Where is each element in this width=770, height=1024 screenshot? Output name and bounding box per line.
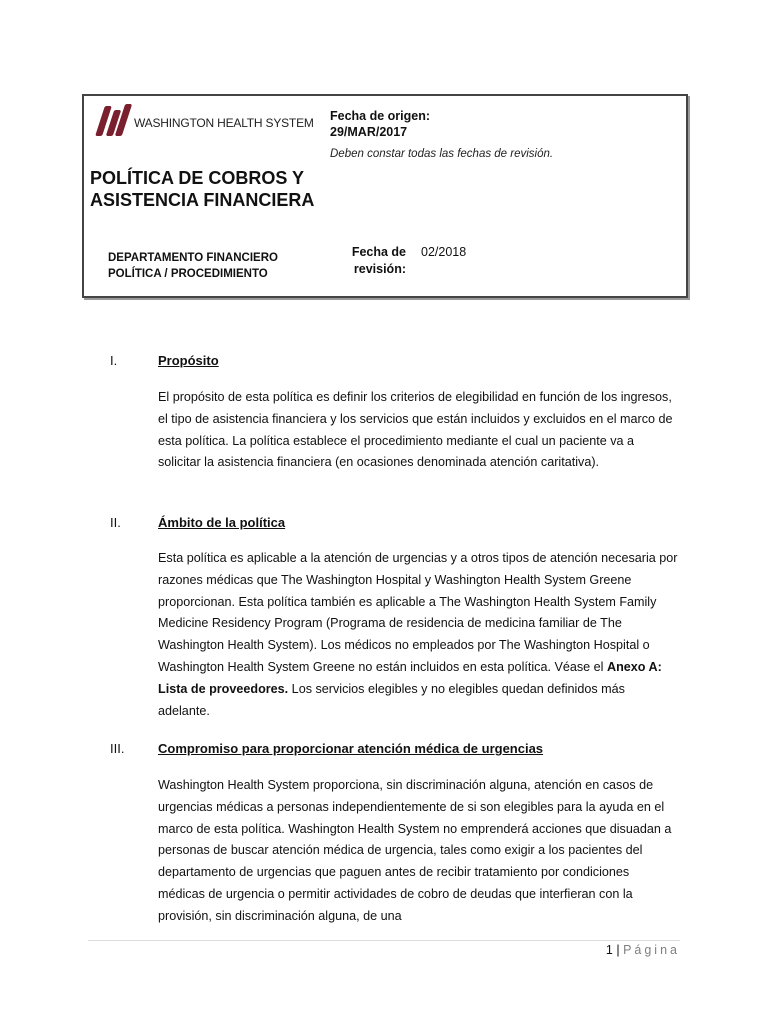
ambito-text-part-2: Los servicios elegibles y no elegibles quedan definidos más adelante. bbox=[158, 681, 625, 718]
section-title-proposito: Propósito bbox=[158, 353, 219, 368]
section-text-proposito: El propósito de esta política es definir los criterios de elegibilidad en función de los ingresos, el tipo de asistencia financiera y los servicios que están incluidos y excluidos en el marco de esta política. La política establece el procedimiento mediante el cual un paciente va a solicitar la asistencia financiera (en ocasiones denominada atención caritativa). bbox=[158, 390, 673, 470]
section-text-compromiso: Washington Health System proporciona, sin discriminación alguna, atención en casos de urgencias médicas a personas independientemente de si son elegibles para la ayuda en el marco de esta política. Washington Health System no emprenderá acciones que disuadan a personas de buscar atención médica de urgencia, tales como exigir a los pacientes del departamento de urgencias que paguen antes de recibir tratamiento por condiciones médicas de urgencia o permitir actividades de cobro de deudas que interfieran con la provisión, sin discriminación alguna, de una bbox=[158, 778, 672, 923]
page-label: Página bbox=[623, 943, 680, 957]
revision-date-value: 02/2018 bbox=[421, 245, 467, 259]
anexo-a-reference: Anexo A: Lista de proveedores. bbox=[158, 659, 662, 696]
department-line-1: DEPARTAMENTO FINANCIERO bbox=[108, 252, 278, 264]
page-footer bbox=[606, 943, 680, 957]
section-title-ambito: Ámbito de la política bbox=[158, 515, 286, 530]
ambito-text-part-1: Esta política es aplicable a la atención de urgencias y a otros tipos de atención necesaria por razones médicas que The Washington Hospital y Washington Health System Greene proporcionan. Esta política también es aplicable a The Washington Health System Family Medicine Residency Program (Programa de residencia de medicina familiar de The Washington Health System). Los médicos no empleados por The Washington Hospital o Washington Health System Greene no están incluidos en esta política. Véase el bbox=[158, 551, 678, 674]
page-number: 1 bbox=[605, 943, 613, 957]
revision-date-label: Fecha de revisión: bbox=[351, 245, 406, 276]
section-number: I. bbox=[110, 353, 118, 368]
section-title-compromiso: Compromiso para proporcionar atención médica de urgencias bbox=[158, 741, 544, 756]
logo-mark-icon bbox=[100, 104, 130, 136]
section-number: II. bbox=[110, 515, 121, 530]
department-block bbox=[108, 250, 278, 282]
washington-health-system-logo bbox=[100, 104, 314, 136]
section-text-ambito bbox=[158, 548, 678, 722]
origin-date-value: 29/MAR/2017 bbox=[330, 125, 408, 139]
logo-text: WASHINGTON HEALTH SYSTEM bbox=[134, 116, 314, 130]
section-number: III. bbox=[110, 741, 125, 756]
policy-title: POLÍTICA DE COBROS Y ASISTENCIA FINANCIERA bbox=[90, 168, 315, 210]
revision-note: Deben constar todas las fechas de revisión. bbox=[330, 148, 554, 160]
origin-date-block bbox=[330, 108, 430, 140]
department-line-2: POLÍTICA / PROCEDIMIENTO bbox=[108, 268, 268, 280]
footer-divider bbox=[88, 940, 680, 941]
origin-date-label: Fecha de origen: bbox=[330, 109, 431, 123]
footer-separator: | bbox=[616, 943, 620, 957]
